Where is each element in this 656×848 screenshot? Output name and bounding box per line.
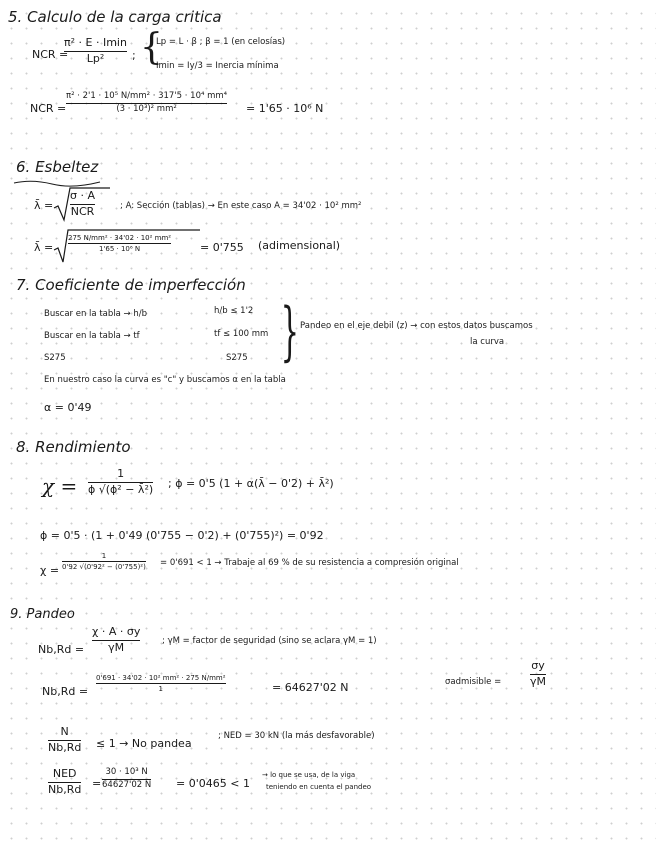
chi-formula-denominator: ϕ √(ϕ² − λ̄²) [88,482,154,496]
utilization-fraction [48,768,81,796]
utilization-note: → lo que se usa, de la viga [262,771,356,779]
imperfection-alpha-value: α = 0'49 [44,401,92,414]
nb-calc-lhs: Nb,Rd = [42,685,89,698]
lambda-formula-lhs: λ̄ = [34,199,54,212]
chi-calc-lhs: χ = [40,564,60,577]
ncr-semicolon: ; [132,49,136,62]
nb-formula-denominator: γM [108,640,125,654]
section-6-heading: 6. Esbeltez [16,158,99,176]
utilization-denominator: Nb,Rd [48,782,82,796]
ncr-condition-inertia: Imin = Iy/3 = Inercia mínima [156,61,279,71]
ncr-formula-lhs: NCR = [32,48,69,61]
chi-formula-lhs: χ = [42,474,78,498]
buckling-check-numerator: N [60,725,69,738]
imperfection-row-3-steel-grade: S275 [226,353,248,363]
nb-formula-numerator: χ · A · σy [92,625,141,638]
chi-calc-numerator: 1 [101,552,107,560]
phi-calculation: ϕ = 0'5 · (1 + 0'49 (0'755 − 0'2) + (0'755)²) = 0'92 [40,529,324,542]
lambda-formula-fraction [70,190,95,218]
imperfection-curve-note: En nuestro caso la curva es "c" y buscamos α en la tabla [44,375,286,385]
chi-calc-fraction [62,552,146,571]
utilization-value-numerator: 30 · 10³ N [105,767,148,777]
ncr-calc-fraction [66,92,227,115]
utilization-equals: = [92,777,102,790]
lambda-formula-numerator: σ · A [70,189,95,202]
utilization-note-cont: teniendo en cuenta el pandeo [266,783,372,791]
buckling-check-note: ; NED = 30 kN (la más desfavorable) [218,731,375,741]
buckling-check-denominator: Nb,Rd [48,740,82,754]
nb-calc-fraction [96,674,226,693]
imperfection-row-3-steel: S275 [44,353,66,363]
nb-formula-lhs: Nb,Rd = [38,643,85,656]
lambda-calc-lhs: λ̄ = [34,241,54,254]
admissible-stress-numerator: σy [531,659,545,672]
ncr-formula-denominator: Lp² [86,51,105,65]
chi-calc-result: = 0'691 < 1 → Trabaje al 69 % de su resistencia a compresión original [160,558,459,568]
imperfection-row-1-condition: h/b ≤ 1'2 [214,306,254,316]
nb-calc-numerator: 0'691 · 34'02 · 10² mm² · 275 N/mm² [96,674,226,682]
chi-calc-denominator: 0'92 √(0'92² − (0'755)²) [62,563,146,572]
section-5-heading: 5. Calculo de la carga critica [8,8,222,26]
ncr-calc-lhs: NCR = [30,102,67,115]
nb-formula-fraction [92,626,140,654]
imperfection-brace-note-cont: la curva [470,337,505,347]
admissible-stress-denominator: γM [530,674,547,688]
ncr-conditions-brace: { [140,27,163,68]
admissible-stress-lhs: σadmisible = [445,677,502,687]
nb-calc-result: = 64627'02 N [272,681,349,694]
ncr-formula-numerator: π² · E · Imin [64,36,127,49]
utilization-result: = 0'0465 < 1 [176,777,250,790]
ncr-calc-denominator: (3 · 10³)² mm² [116,103,177,114]
section-8-heading: 8. Rendimiento [16,438,131,456]
lambda-formula-denominator: NCR [70,204,95,218]
utilization-numerator: NED [52,767,77,780]
ncr-calc-numerator: π² · 2'1 · 10⁵ N/mm² · 317'5 · 10⁴ mm⁴ [66,91,228,101]
nb-formula-note: ; γM = factor de seguridad (sino se aclara γM = 1) [162,636,377,646]
section-9-heading: 9. Pandeo [10,607,75,622]
lambda-formula-note: ; A: Sección (tablas) → En este caso A = 34'02 · 10² mm² [120,201,362,211]
utilization-value-fraction [102,768,151,791]
lambda-calc-denominator: 1'65 · 10⁶ N [98,245,141,254]
nb-calc-denominator: 1 [158,685,163,694]
phi-definition: ; ϕ = 0'5 (1 + α(λ̄ − 0'2) + λ̄²) [168,477,334,490]
lambda-calc-unit-note: (adimensional) [258,239,341,252]
lambda-calc-fraction [68,234,171,253]
buckling-check-fraction [48,726,81,754]
imperfection-row-2-condition: tf ≤ 100 mm [214,329,269,339]
section-7-heading: 7. Coeficiente de imperfección [16,276,246,294]
utilization-value-denominator: 64627'02 N [102,779,152,790]
admissible-stress-fraction [530,660,546,688]
imperfection-row-1-lookup: Buscar en la tabla → h/b [44,309,147,319]
lambda-calc-numerator: 275 N/mm² · 34'02 · 10² mm² [68,234,172,242]
chi-formula-fraction [88,468,153,496]
chi-formula-numerator: 1 [117,467,125,480]
buckling-check-relation: ≤ 1 → No pandea [96,737,192,750]
imperfection-closing-brace: { [280,299,299,373]
ncr-formula-fraction [64,37,127,65]
ncr-calc-result: = 1'65 · 10⁶ N [246,102,324,115]
imperfection-row-2-lookup: Buscar en la tabla → tf [44,331,140,341]
lambda-calc-result: = 0'755 [200,241,244,254]
imperfection-brace-note: Pandeo en el eje debil (z) → con estos datos buscamos [300,321,533,331]
ncr-condition-length: Lp = L · β ; β = 1 (en celosías) [156,37,286,47]
